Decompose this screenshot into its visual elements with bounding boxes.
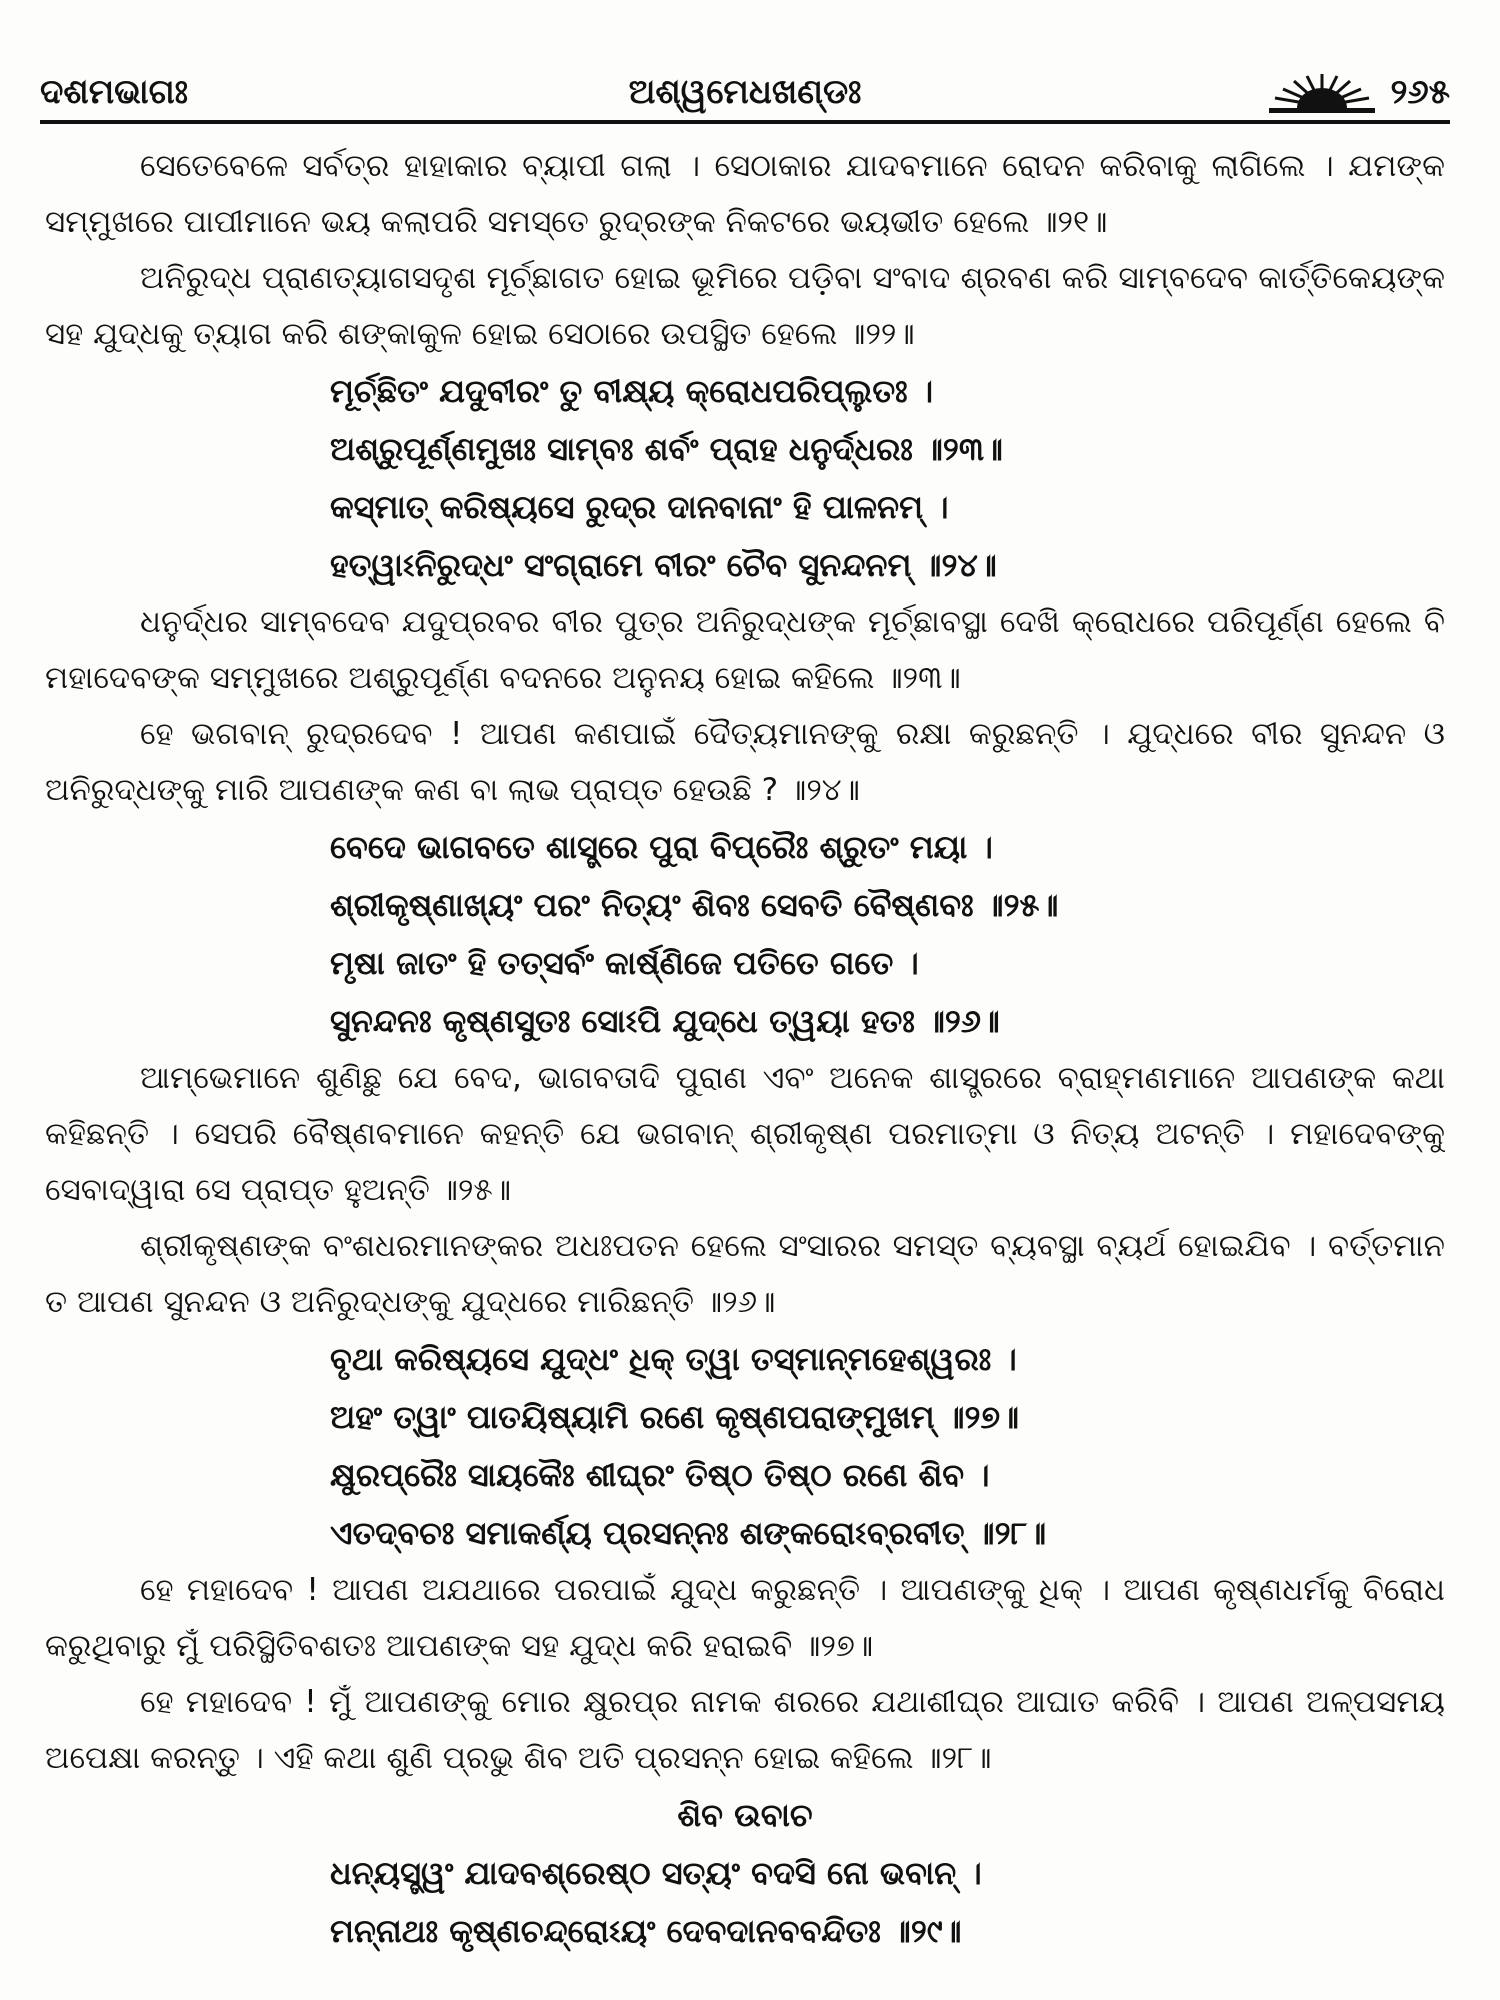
header-part-title: ଦଶମଭାଗଃ: [40, 72, 188, 112]
translation-paragraph: ହେ ମହାଦେବ ! ଆପଣ ଅଯଥାରେ ପରପାଇଁ ଯୁଦ୍ଧ କରୁଛନ୍ତି । ଆପଣଙ୍କୁ ଧିକ୍ । ଆପଣ କୃଷ୍ଣଧର୍ମକୁ ବିରୋଧ କରୁଥିବାରୁ ମୁଁ ପରିସ୍ଥିତିବଶତଃ ଆପଣଙ୍କ ସହ ଯୁଦ୍ଧ କରି ହରାଇବି ॥୨୭॥: [45, 1572, 1445, 1664]
sloka-line: ଶ୍ରୀକୃଷ୍ଣାଖ୍ୟଂ ପରଂ ନିତ୍ୟଂ ଶିବଃ ସେବତି ବୈଷ୍ଣବଃ ॥୨୫॥: [330, 886, 1059, 924]
translation-paragraph: ଧନୁର୍ଦ୍ଧର ସାମ୍ବଦେବ ଯଦୁପ୍ରବର ବୀର ପୁତ୍ର ଅନିରୁଦ୍ଧଙ୍କ ମୂର୍ଚ୍ଛାବସ୍ଥା ଦେଖି କ୍ରୋଧରେ ପରିପୂର୍ଣ୍ଣ ହେଲେ ବି ମହାଦେବଙ୍କ ସମ୍ମୁଖରେ ଅଶ୍ରୁପୂର୍ଣ୍ଣ ବଦନରେ ଅନୁନୟ ହୋଇ କହିଲେ ॥୨୩॥: [45, 604, 1445, 696]
translation-paragraph: ଶ୍ରୀକୃଷ୍ଣଙ୍କ ବଂଶଧରମାନଙ୍କର ଅଧଃପତନ ହେଲେ ସଂସାରର ସମସ୍ତ ବ୍ୟବସ୍ଥା ବ୍ୟର୍ଥ ହୋଇଯିବ । ବର୍ତ୍ତମାନ ତ ଆପଣ ସୁନନ୍ଦନ ଓ ଅନିରୁଦ୍ଧଙ୍କୁ ଯୁଦ୍ଧରେ ମାରିଛନ୍ତି ॥୨୬॥: [45, 1228, 1445, 1320]
sloka-line: ମୂର୍ଚ୍ଛିତଂ ଯଦୁବୀରଂ ତୁ ବୀକ୍ଷ୍ୟ କ୍ରୋଧପରିପ୍ଲୁତଃ ।: [330, 372, 934, 410]
sloka-line: ଏତଦ୍ବଚଃ ସମାକର୍ଣ୍ୟ ପ୍ରସନ୍ନଃ ଶଙ୍କରୋଽବ୍ରବୀତ୍ ॥୨୮॥: [330, 1514, 1047, 1552]
header-divider: [40, 120, 1450, 124]
translation-paragraph: ହେ ଭଗବାନ୍ ରୁଦ୍ରଦେବ ! ଆପଣ କଣପାଇଁ ଦୈତ୍ୟମାନଙ୍କୁ ରକ୍ଷା କରୁଛନ୍ତି । ଯୁଦ୍ଧରେ ବୀର ସୁନନ୍ଦନ ଓ ଅନିରୁଦ୍ଧଙ୍କୁ ମାରି ଆପଣଙ୍କ କଣ ବା ଲାଭ ପ୍ରାପ୍ତ ହେଉଛି ? ॥୨୪॥: [45, 716, 1445, 808]
translation-paragraph: ଅନିରୁଦ୍ଧ ପ୍ରାଣତ୍ୟାଗସଦୃଶ ମୂର୍ଚ୍ଛାଗତ ହୋଇ ଭୂମିରେ ପଡ଼ିବା ସଂବାଦ ଶ୍ରବଣ କରି ସାମ୍ବଦେବ କାର୍ତ୍ତିକେୟଙ୍କ ସହ ଯୁଦ୍ଧକୁ ତ୍ୟାଗ କରି ଶଙ୍କାକୁଳ ହୋଇ ସେଠାରେ ଉପସ୍ଥିତ ହେଲେ ॥୨୨॥: [45, 260, 1445, 352]
rising-sun-icon: [1267, 70, 1377, 114]
running-header: [40, 62, 1450, 122]
translation-paragraph: ଆମ୍ଭେମାନେ ଶୁଣିଛୁ ଯେ ବେଦ, ଭାଗବତାଦି ପୁରାଣ ଏବଂ ଅନେକ ଶାସ୍ତ୍ରରେ ବ୍ରାହ୍ମଣମାନେ ଆପଣଙ୍କ କଥା କହିଛନ୍ତି । ସେପରି ବୈଷ୍ଣବମାନେ କହନ୍ତି ଯେ ଭଗବାନ୍ ଶ୍ରୀକୃଷ୍ଣ ପରମାତ୍ମା ଓ ନିତ୍ୟ ଅଟନ୍ତି । ମହାଦେବଙ୍କୁ ସେବାଦ୍ୱାରା ସେ ପ୍ରାପ୍ତ ହୁଅନ୍ତି ॥୨୫॥: [45, 1060, 1445, 1208]
sloka-line: ଅହଂ ତ୍ୱାଂ ପାତୟିଷ୍ୟାମି ରଣେ କୃଷ୍ଣପରାଙ୍ମୁଖମ୍ ॥୨୭॥: [330, 1398, 1019, 1436]
header-page-number-group: [1267, 62, 1451, 122]
sloka-line: କ୍ଷୁରପ୍ରୈଃ ସାୟକୈଃ ଶୀଘ୍ରଂ ତିଷ୍ଠ ତିଷ୍ଠ ରଣେ ଶିବ ।: [330, 1456, 990, 1494]
sloka-line: ହତ୍ୱାଽନିରୁଦ୍ଧଂ ସଂଗ୍ରାମେ ବୀରଂ ଚୈବ ସୁନନ୍ଦନମ୍ ॥୨୪॥: [330, 546, 997, 584]
sloka-line: ମନ୍ନାଥଃ କୃଷ୍ଣଚନ୍ଦ୍ରୋଽୟଂ ଦେବଦାନବବନ୍ଦିତଃ ॥୨୯॥: [330, 1912, 962, 1950]
sloka-line: ବୃଥା କରିଷ୍ୟସେ ଯୁଦ୍ଧଂ ଧିକ୍ ତ୍ୱା ତସ୍ମାନ୍ମହେଶ୍ୱରଃ ।: [330, 1340, 1017, 1378]
sloka-line: ବେଦେ ଭାଗବତେ ଶାସ୍ତ୍ରେ ପୁରା ବିପ୍ରୈଃ ଶ୍ରୁତଂ ମୟା ।: [330, 828, 993, 866]
page-body: [45, 138, 1445, 1968]
page-number: ୨୬୫: [1390, 72, 1450, 112]
translation-paragraph: ହେ ମହାଦେବ ! ମୁଁ ଆପଣଙ୍କୁ ମୋର କ୍ଷୁରପ୍ର ନାମକ ଶରରେ ଯଥାଶୀଘ୍ର ଆଘାତ କରିବି । ଆପଣ ଅଳ୍ପସମୟ ଅପେକ୍ଷା କରନ୍ତୁ । ଏହି କଥା ଶୁଣି ପ୍ରଭୁ ଶିବ ଅତି ପ୍ରସନ୍ନ ହୋଇ କହିଲେ ॥୨୮॥: [45, 1684, 1445, 1776]
translation-paragraph: ସେତେବେଳେ ସର୍ବତ୍ର ହାହାକାର ବ୍ୟାପୀ ଗଲା । ସେଠାକାର ଯାଦବମାନେ ରୋଦନ କରିବାକୁ ଲାଗିଲେ । ଯମଙ୍କ ସମ୍ମୁଖରେ ପାପୀମାନେ ଭୟ କଲାପରି ସମସ୍ତେ ରୁଦ୍ରଙ୍କ ନିକଟରେ ଭୟଭୀତ ହେଲେ ॥୨୧॥: [45, 148, 1445, 240]
header-section-title: ଅଶ୍ୱମେଧଖଣ୍ଡଃ: [628, 72, 862, 112]
sloka-line: ଧନ୍ୟସ୍ତ୍ୱଂ ଯାଦବଶ୍ରେଷ୍ଠ ସତ୍ୟଂ ବଦସି ନୋ ଭବାନ୍ ।: [330, 1854, 982, 1892]
sloka-line: କସ୍ମାତ୍ କରିଷ୍ୟସେ ରୁଦ୍ର ଦାନବାନାଂ ହି ପାଳନମ୍ ।: [330, 488, 949, 526]
sloka-line: ଅଶ୍ରୁପୂର୍ଣ୍ଣମୁଖଃ ସାମ୍ବଃ ଶର୍ବଂ ପ୍ରାହ ଧନୁର୍ଦ୍ଧରଃ ॥୨୩॥: [330, 430, 1003, 468]
sloka-line: ସୁନନ୍ଦନଃ କୃଷ୍ଣସୁତଃ ସୋଽପି ଯୁଦ୍ଧେ ତ୍ୱୟା ହତଃ ॥୨୬॥: [330, 1002, 1000, 1040]
sloka-line: ମୃଷା ଜାତଂ ହି ତତ୍ସର୍ବଂ କାର୍ଷ୍ଣିଜେ ପତିତେ ଗତେ ।: [330, 944, 919, 982]
speaker-heading: ଶିବ ଉବାଚ: [677, 1796, 813, 1834]
